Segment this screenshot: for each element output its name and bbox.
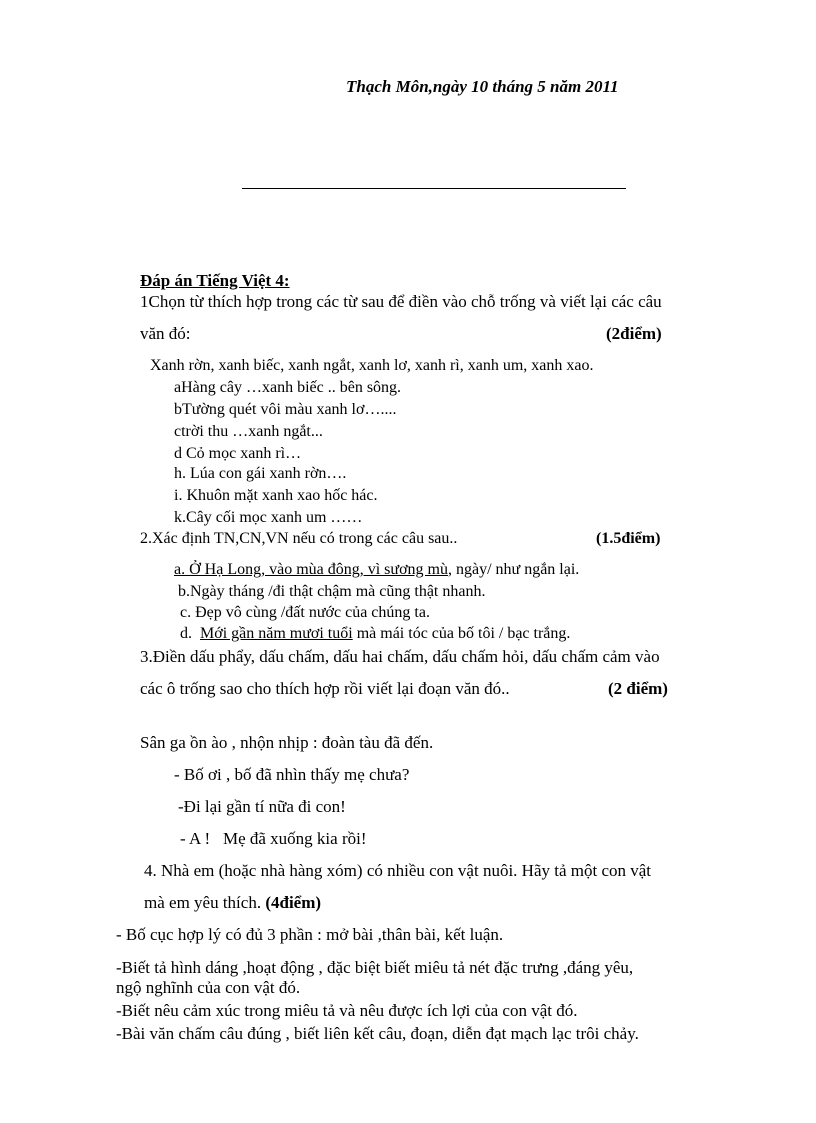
q4-prompt-line2 bbox=[144, 894, 321, 911]
q2-d-rest: mà mái tóc của bố tôi / bạc trắng. bbox=[352, 625, 571, 642]
q2-prompt: 2.Xác định TN,CN,VN nếu có trong các câu sau.. bbox=[140, 530, 458, 547]
q2-a-rest: , ngày/ như ngắn lại. bbox=[447, 561, 580, 578]
page-title: Đáp án Tiếng Việt 4: bbox=[140, 271, 290, 290]
q2-points: (1.5điểm) bbox=[596, 530, 661, 547]
q4-prompt-text: mà em yêu thích. bbox=[144, 893, 266, 912]
q1-answer-a: aHàng cây …xanh biếc .. bên sông. bbox=[174, 379, 402, 396]
q1-prompt-line2: văn đó: bbox=[140, 324, 191, 343]
q1-answer-k: k.Cây cối mọc xanh um …… bbox=[174, 509, 363, 526]
q3-prompt-line2: các ô trống sao cho thích hợp rồi viết lại đoạn văn đó.. bbox=[140, 679, 510, 698]
q4-prompt-line1: 4. Nhà em (hoặc nhà hàng xóm) có nhiều con vật nuôi. Hãy tả một con vật bbox=[144, 861, 652, 880]
q1-answer-b: bTường quét vôi màu xanh lơ….... bbox=[174, 401, 397, 418]
q2-item-b: b.Ngày tháng /đi thật chậm mà cũng thật nhanh. bbox=[178, 583, 486, 600]
q1-points: (2điểm) bbox=[606, 324, 662, 343]
q1-answer-c: ctrời thu …xanh ngắt... bbox=[174, 423, 323, 440]
q1-answer-h: h. Lúa con gái xanh rờn…. bbox=[174, 465, 347, 482]
q1-answer-i: i. Khuôn mặt xanh xao hốc hác. bbox=[174, 487, 378, 504]
q2-d-underlined: Mới gần năm mươi tuổi bbox=[200, 625, 353, 642]
q2-item-c: c. Đẹp vô cùng /đất nước của chúng ta. bbox=[180, 604, 430, 621]
q3-passage-line4: - A ! Mẹ đã xuống kia rồi! bbox=[180, 829, 367, 848]
q1-prompt-line1: 1Chọn từ thích hợp trong các từ sau để điền vào chỗ trống và viết lại các câu bbox=[140, 292, 662, 311]
q1-answer-d: d Cỏ mọc xanh rì… bbox=[174, 445, 302, 462]
q2-d-label: d. bbox=[180, 625, 200, 642]
q2-item-d bbox=[180, 626, 570, 642]
q3-prompt-line1: 3.Điền dấu phẩy, dấu chấm, dấu hai chấm, dấu chấm hỏi, dấu chấm cảm vào bbox=[140, 647, 660, 666]
q4-points: (4điểm) bbox=[265, 893, 322, 912]
q3-passage-line3: -Đi lại gần tí nữa đi con! bbox=[178, 797, 346, 816]
separator-line bbox=[242, 188, 626, 189]
q2-a-underlined: a. Ở Hạ Long, vào mùa đông, vì sương mù bbox=[174, 561, 448, 578]
q3-passage-line2: - Bố ơi , bố đã nhìn thấy mẹ chưa? bbox=[174, 765, 410, 784]
q4-criterion-4: -Bài văn chấm câu đúng , biết liên kết câu, đoạn, diễn đạt mạch lạc trôi chảy. bbox=[116, 1024, 639, 1043]
q4-criterion-1: - Bố cục hợp lý có đủ 3 phần : mở bài ,thân bài, kết luận. bbox=[116, 925, 504, 944]
q1-word-list: Xanh rờn, xanh biếc, xanh ngắt, xanh lơ, xanh rì, xanh um, xanh xao. bbox=[150, 357, 594, 374]
q3-points: (2 điểm) bbox=[608, 679, 668, 698]
q4-criterion-2-cont: ngộ nghĩnh của con vật đó. bbox=[116, 978, 301, 997]
q3-passage-line1: Sân ga ồn ào , nhộn nhịp : đoàn tàu đã đến. bbox=[140, 733, 434, 752]
q4-criterion-3: -Biết nêu cảm xúc trong miêu tả và nêu được ích lợi của con vật đó. bbox=[116, 1001, 578, 1020]
q2-item-a bbox=[174, 562, 579, 578]
q4-criterion-2: -Biết tả hình dáng ,hoạt động , đặc biệt biết miêu tả nét đặc trưng ,đáng yêu, bbox=[116, 958, 634, 977]
date-line: Thạch Môn,ngày 10 tháng 5 năm 2011 bbox=[346, 77, 619, 96]
